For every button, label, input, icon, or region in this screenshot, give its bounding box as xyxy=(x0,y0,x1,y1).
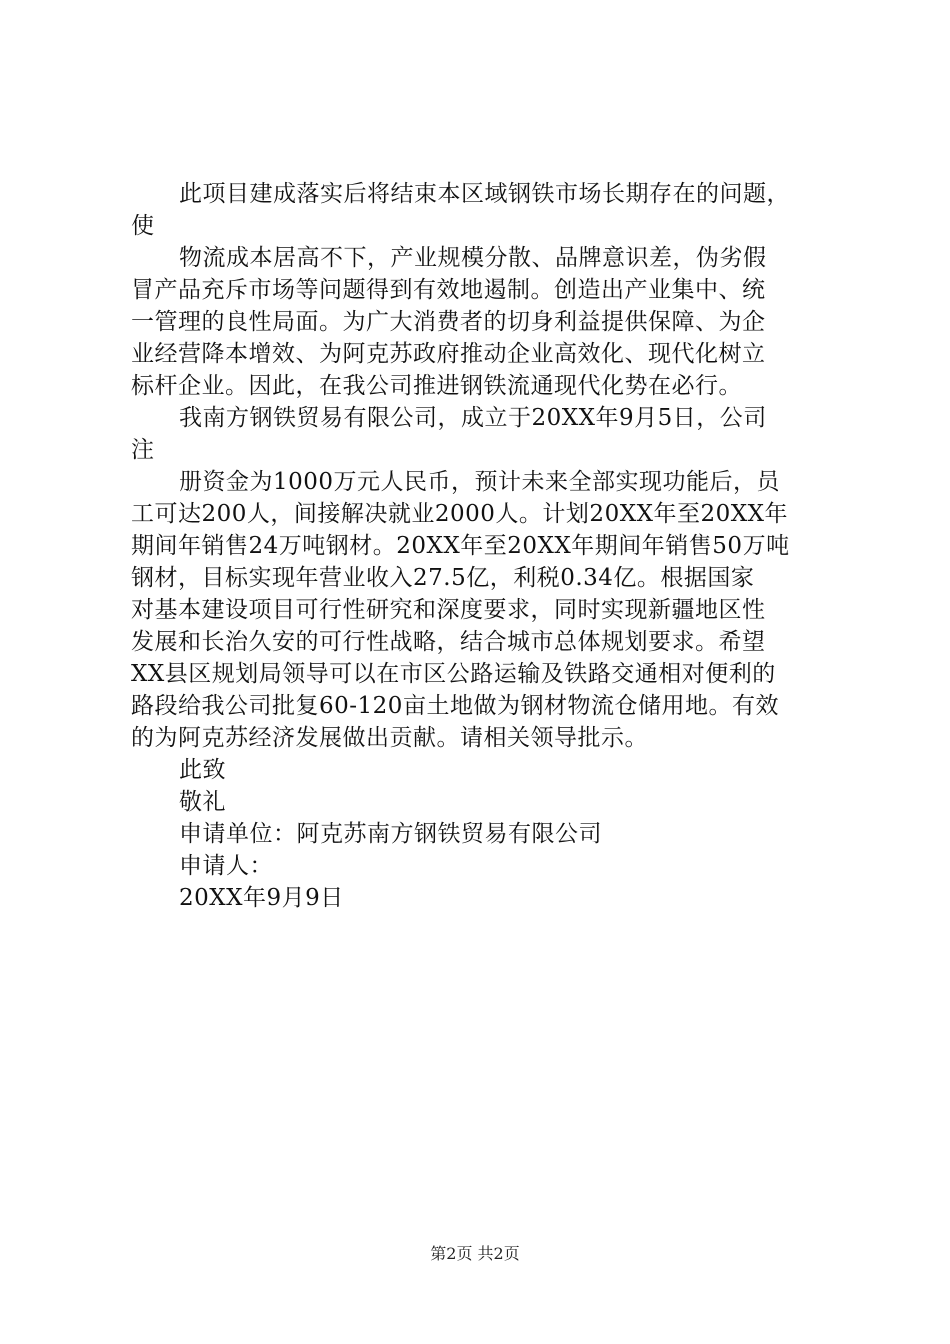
paragraph-line: XX县区规划局领导可以在市区公路运输及铁路交通相对便利的 xyxy=(131,661,776,687)
closing-regards: 敬礼 xyxy=(179,789,226,815)
paragraph-line: 使 xyxy=(131,213,155,239)
paragraph-line: 册资金为1000万元人民币，预计未来全部实现功能后，员 xyxy=(179,469,781,495)
paragraph-line: 工可达200人，间接解决就业2000人。计划20XX年至20XX年 xyxy=(131,501,788,527)
paragraph-line: 物流成本居高不下，产业规模分散、品牌意识差，伪劣假 xyxy=(179,245,767,271)
paragraph-line: 路段给我公司批复60-120亩土地做为钢材物流仓储用地。有效 xyxy=(131,693,779,719)
page-number-footer: 第2页 共2页 xyxy=(430,1244,520,1263)
paragraph-line: 一管理的良性局面。为广大消费者的切身利益提供保障、为企 xyxy=(131,309,766,335)
paragraph-line: 期间年销售24万吨钢材。20XX年至20XX年期间年销售50万吨 xyxy=(131,533,790,559)
paragraph-line: 发展和长治久安的可行性战略，结合城市总体规划要求。希望 xyxy=(131,629,766,655)
paragraph-line: 业经营降本增效、为阿克苏政府推动企业高效化、现代化树立 xyxy=(131,341,766,367)
paragraph-line: 对基本建设项目可行性研究和深度要求，同时实现新疆地区性 xyxy=(131,597,766,623)
paragraph-line: 注 xyxy=(131,437,155,463)
paragraph-line: 我南方钢铁贸易有限公司，成立于20XX年9月5日，公司 xyxy=(179,405,767,431)
paragraph-line: 钢材，目标实现年营业收入27.5亿，利税0.34亿。根据国家 xyxy=(131,565,755,591)
paragraph-line: 此项目建成落实后将结束本区域钢铁市场长期存在的问题， xyxy=(179,181,790,207)
applicant-person: 申请人： xyxy=(179,853,273,879)
closing-salutation: 此致 xyxy=(179,757,226,783)
application-date: 20XX年9月9日 xyxy=(179,885,344,911)
paragraph-line: 的为阿克苏经济发展做出贡献。请相关领导批示。 xyxy=(131,725,648,751)
paragraph-line: 冒产品充斥市场等问题得到有效地遏制。创造出产业集中、统 xyxy=(131,277,766,303)
applicant-unit: 申请单位：阿克苏南方钢铁贸易有限公司 xyxy=(179,821,602,847)
paragraph-line: 标杆企业。因此，在我公司推进钢铁流通现代化势在必行。 xyxy=(131,373,742,399)
